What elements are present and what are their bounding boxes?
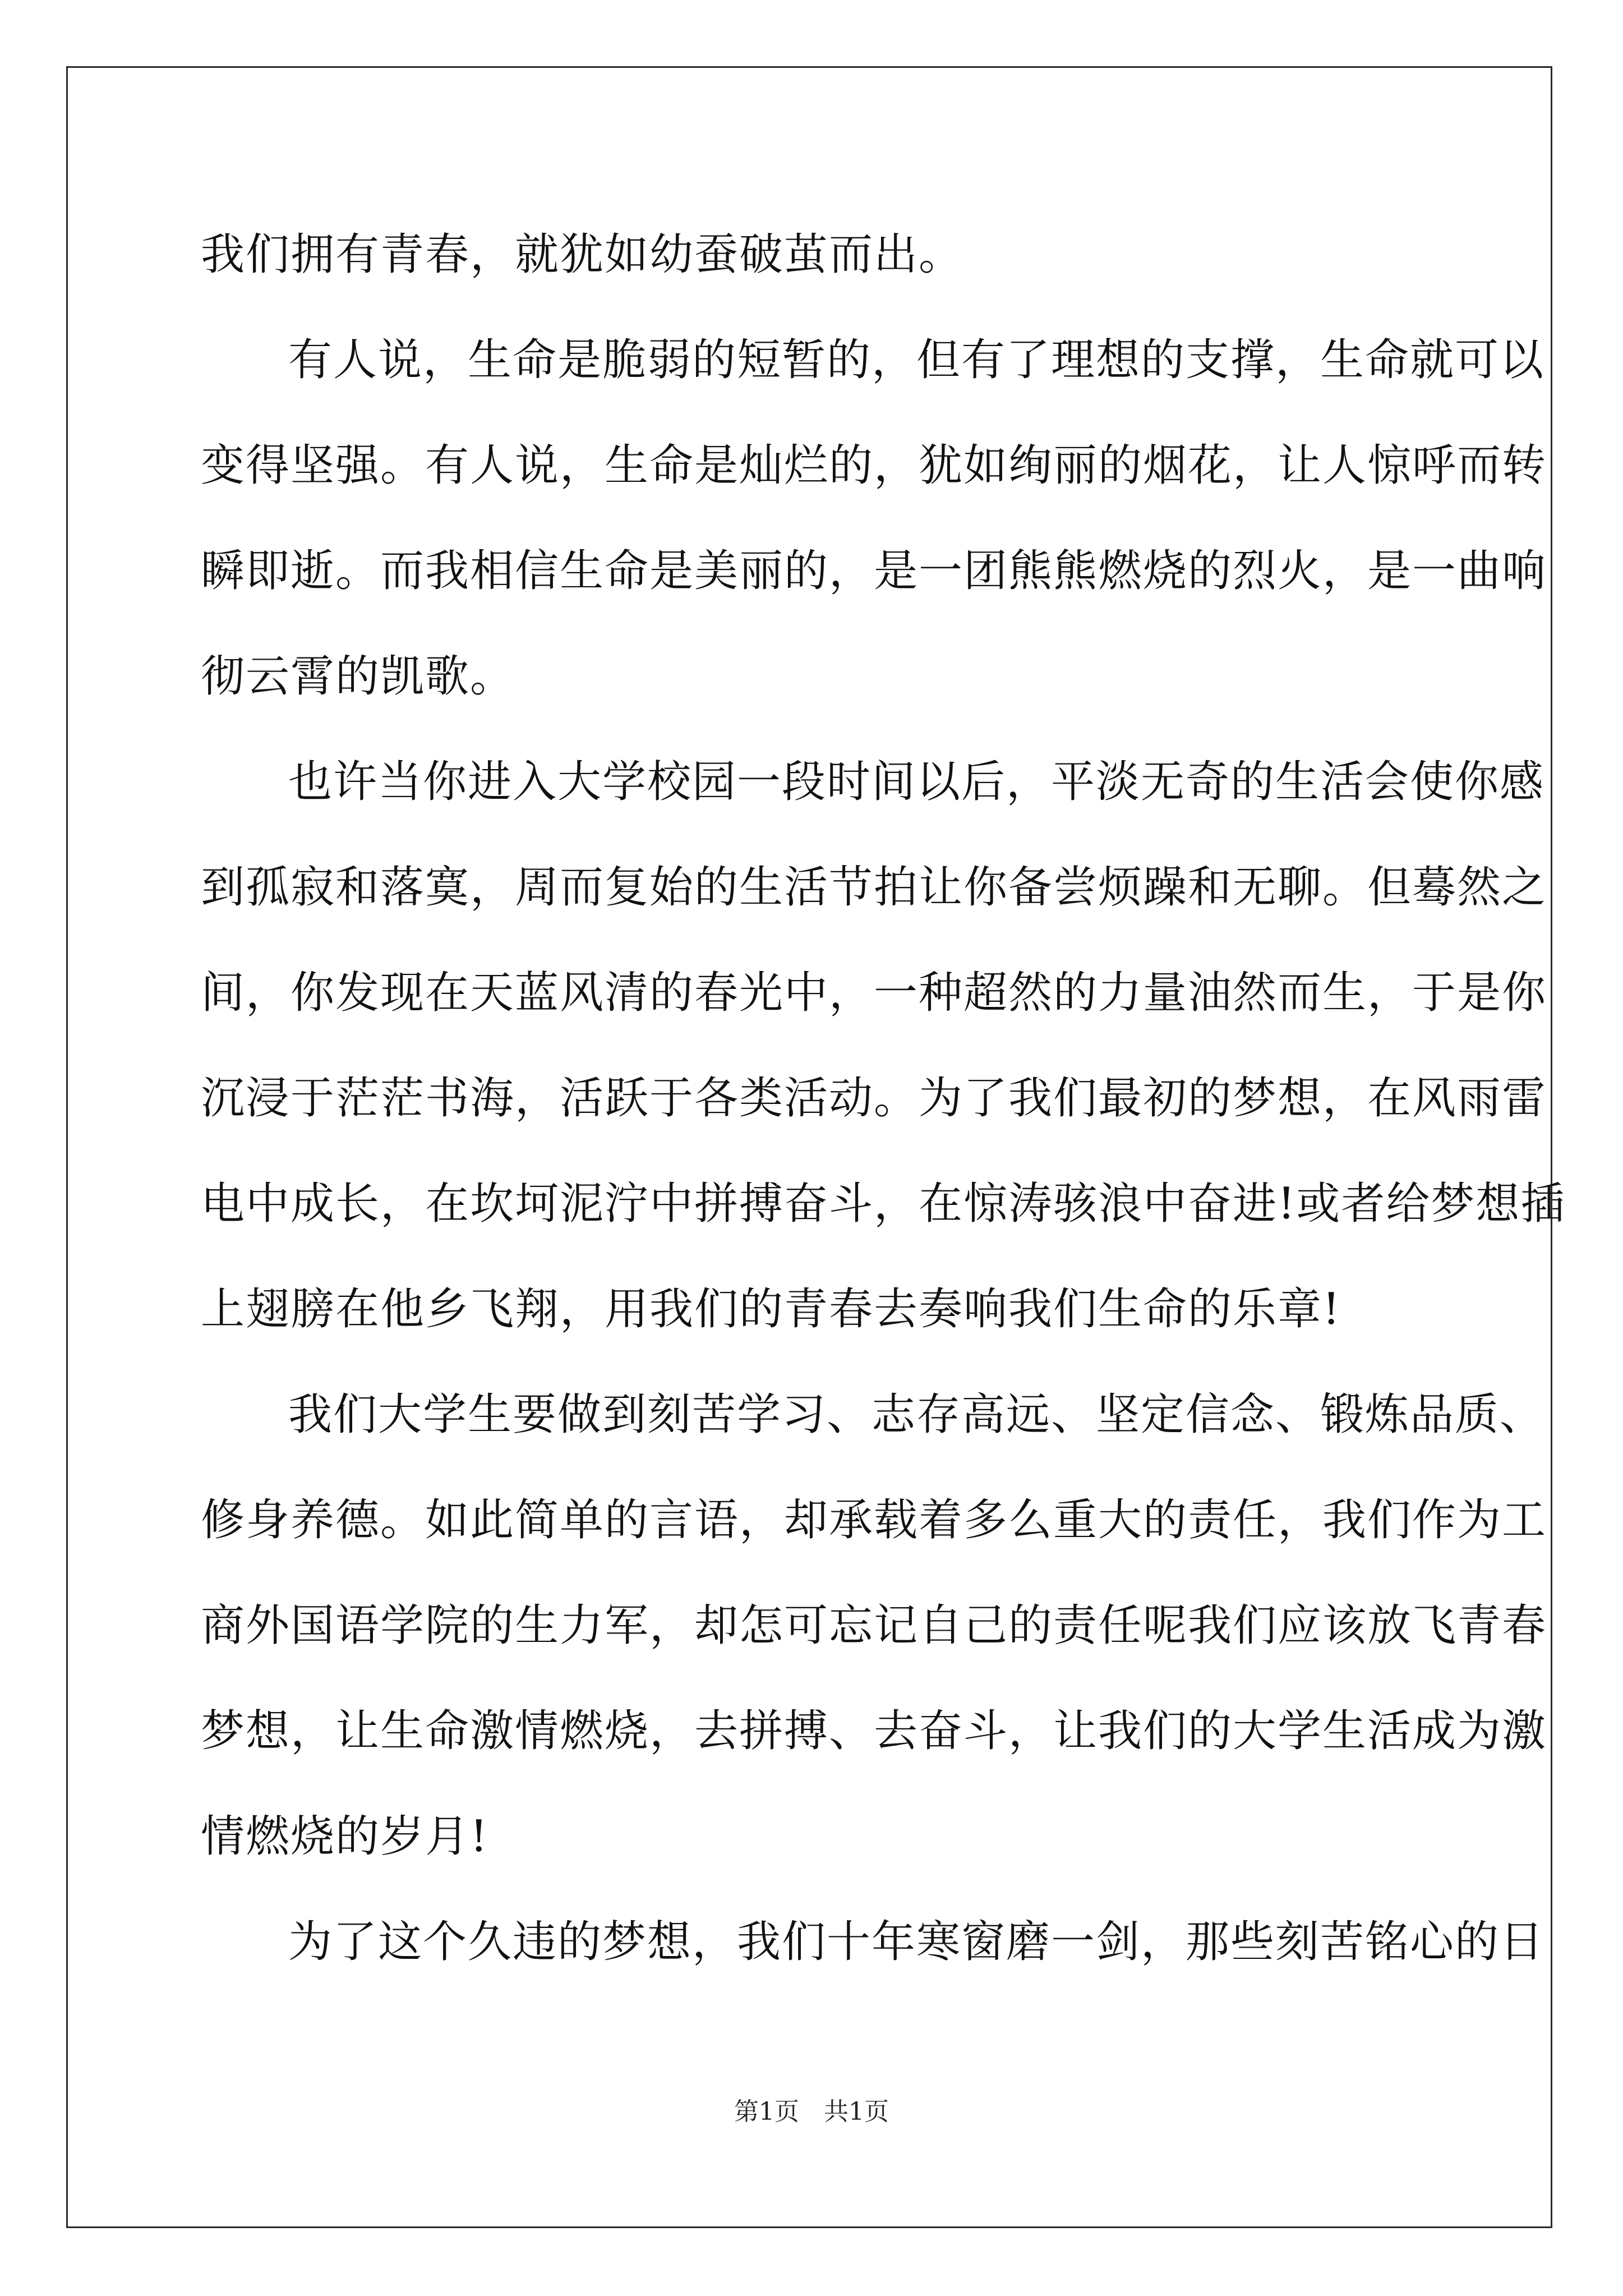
document-body — [201, 202, 1566, 1995]
text-line: 瞬即逝。而我相信生命是美丽的，是一团熊熊燃烧的烈火，是一曲响 — [201, 546, 1547, 596]
text-line: 情燃烧的岁月! — [201, 1811, 489, 1862]
text-line: 修身养德。如此简单的言语，却承载着多么重大的责任，我们作为工 — [201, 1495, 1547, 1545]
text-line: 梦想，让生命激情燃烧，去拼搏、去奋斗，让我们的大学生活成为激 — [201, 1706, 1547, 1756]
text-line: 上翅膀在他乡飞翔，用我们的青春去奏响我们生命的乐章! — [201, 1284, 1341, 1335]
text-line: 也许当你进入大学校园一段时间以后，平淡无奇的生活会使你感 — [288, 757, 1545, 807]
text-line: 沉浸于茫茫书海，活跃于各类活动。为了我们最初的梦想，在风雨雷 — [201, 1073, 1547, 1124]
text-line: 我们拥有青春，就犹如幼蚕破茧而出。 — [201, 229, 964, 280]
text-line: 变得坚强。有人说，生命是灿烂的，犹如绚丽的烟花，让人惊呼而转 — [201, 440, 1547, 491]
text-line: 间，你发现在天蓝风清的春光中，一种超然的力量油然而生，于是你 — [201, 968, 1547, 1018]
text-line: 为了这个久违的梦想，我们十年寒窗磨一剑，那些刻苦铭心的日 — [288, 1917, 1545, 1967]
text-line: 到孤寂和落寞，周而复始的生活节拍让你备尝烦躁和无聊。但蓦然之 — [201, 862, 1547, 913]
text-line: 商外国语学院的生力军，却怎可忘记自己的责任呢我们应该放飞青春 — [201, 1600, 1547, 1651]
text-line: 有人说，生命是脆弱的短暂的，但有了理想的支撑，生命就可以 — [288, 335, 1545, 385]
text-line: 电中成长，在坎坷泥泞中拼搏奋斗，在惊涛骇浪中奋进!或者给梦想插 — [201, 1179, 1566, 1229]
text-line: 我们大学生要做到刻苦学习、志存高远、坚定信念、锻炼品质、 — [288, 1389, 1545, 1440]
page-number-footer: 第1页 共1页 — [734, 2097, 889, 2126]
text-line: 彻云霄的凯歌。 — [201, 651, 515, 702]
